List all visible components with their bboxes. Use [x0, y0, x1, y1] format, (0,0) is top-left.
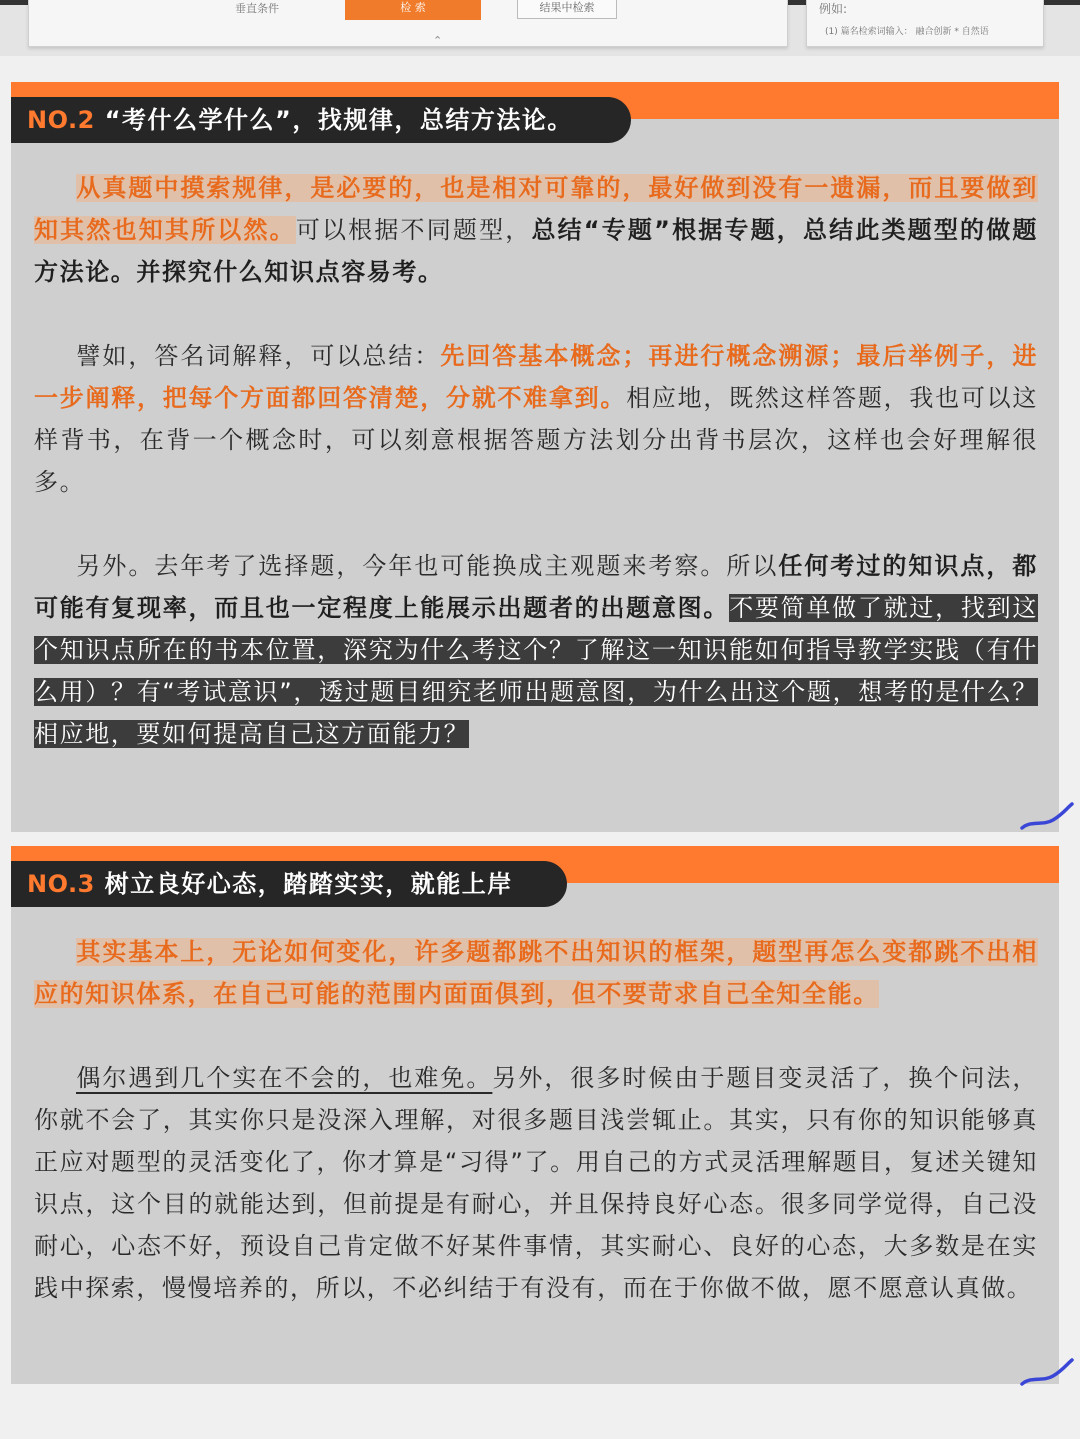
search-button-screenshot: 检 索 [345, 0, 481, 20]
swoosh-decoration-icon [1019, 800, 1075, 834]
example-title: 例如: [819, 2, 848, 16]
plain-text: 另外，很多时候由于题目变灵活了，换个问法，你就不会了，其实你只是没深入理解，对很多题目浅尝辄止。其实，只有你的知识能够真正应对题型的灵活变化了，你才算是“习得”了。用自己的方式灵活理解题目，复述关键知识点，这个目的就能达到，但前提是有耐心，并且保持良好心态。很多同学觉得，自己没耐心，心态不好，预设自己肯定做不好某件事情，其实耐心、良好的心态，大多数是在实践中探索，慢慢培养的，所以，不必纠结于有没有，而在于你做不做，愿不愿意认真做。 [34, 1064, 1038, 1302]
chevron-up-icon: ⌃ [433, 34, 443, 47]
bold-text: 任何考过的知识点，都可能有复现率，而且也一定程度上能展示出题者的出题意图。 [34, 552, 1039, 622]
underlined-text: 偶尔遇到几个实在不会的，也难免。 [76, 1064, 493, 1092]
paragraph [34, 1057, 1038, 1309]
bold-text: 总结“专题”根据专题，总结此类题型的做题方法论。并探究什么知识点容易考。 [34, 216, 1039, 286]
section-number: NO.3 [27, 870, 95, 898]
section-title: “考什么学什么”，找规律，总结方法论。 [104, 106, 573, 134]
paragraph [34, 545, 1038, 755]
highlight-orange-text: 其实基本上，无论如何变化，许多题都跳不出知识的框架，题型再怎么变都跳不出相应的知识体系，在自己可能的范围内面面俱到，但不要苛求自己全知全能。 [34, 938, 1038, 1008]
search-panel-screenshot [28, 0, 788, 47]
paragraph [34, 167, 1038, 293]
paragraph [34, 335, 1038, 503]
section-title-pill [11, 97, 631, 143]
section-number: NO.2 [27, 106, 95, 134]
plain-text: 另外。去年考了选择题，今年也可能换成主观题来考察。所以 [76, 552, 779, 580]
plain-text: 可以根据不同题型， [295, 216, 532, 244]
section-no3 [11, 846, 1059, 1384]
example-hint: (1) 篇名检索词输入： 融合创新 * 自然语 [825, 27, 989, 37]
plain-text: 譬如，答名词解释，可以总结： [76, 342, 441, 370]
section-no2 [11, 82, 1059, 832]
swoosh-decoration-icon [1019, 1356, 1075, 1390]
dark-highlight-text: 不要简单做了就过，找到这个知识点所在的书本位置，深究为什么考这个？了解这一知识能如何指导教学实践（有什么用）？有“考试意识”，透过题目细究老师出题意图，为什么出这个题，想考的是什么？相应地，要如何提高自己这方面能力？ [34, 594, 1039, 748]
orange-bold-text: 先回答基本概念；再进行概念溯源；最后举例子，进一步阐释，把每个方面都回答清楚，分就不难拿到。 [34, 342, 1038, 412]
condition-label: 垂直条件 [235, 2, 279, 15]
section-title: 树立良好心态，踏踏实实，就能上岸 [104, 870, 513, 898]
example-panel-screenshot [806, 0, 1044, 47]
top-screenshot-strip [0, 0, 1080, 56]
paragraph [34, 931, 1038, 1015]
plain-text: 相应地，既然这样答题，我也可以这样背书，在背一个概念时，可以刻意根据答题方法划分出背书层次，这样也会好理解很多。 [34, 384, 1038, 496]
section-title-pill [11, 861, 567, 907]
result-search-box-screenshot: 结果中检索 [517, 0, 617, 19]
highlight-orange-text: 从真题中摸索规律，是必要的，也是相对可靠的，最好做到没有一遗漏，而且要做到知其然也知其所以然。 [34, 174, 1038, 244]
